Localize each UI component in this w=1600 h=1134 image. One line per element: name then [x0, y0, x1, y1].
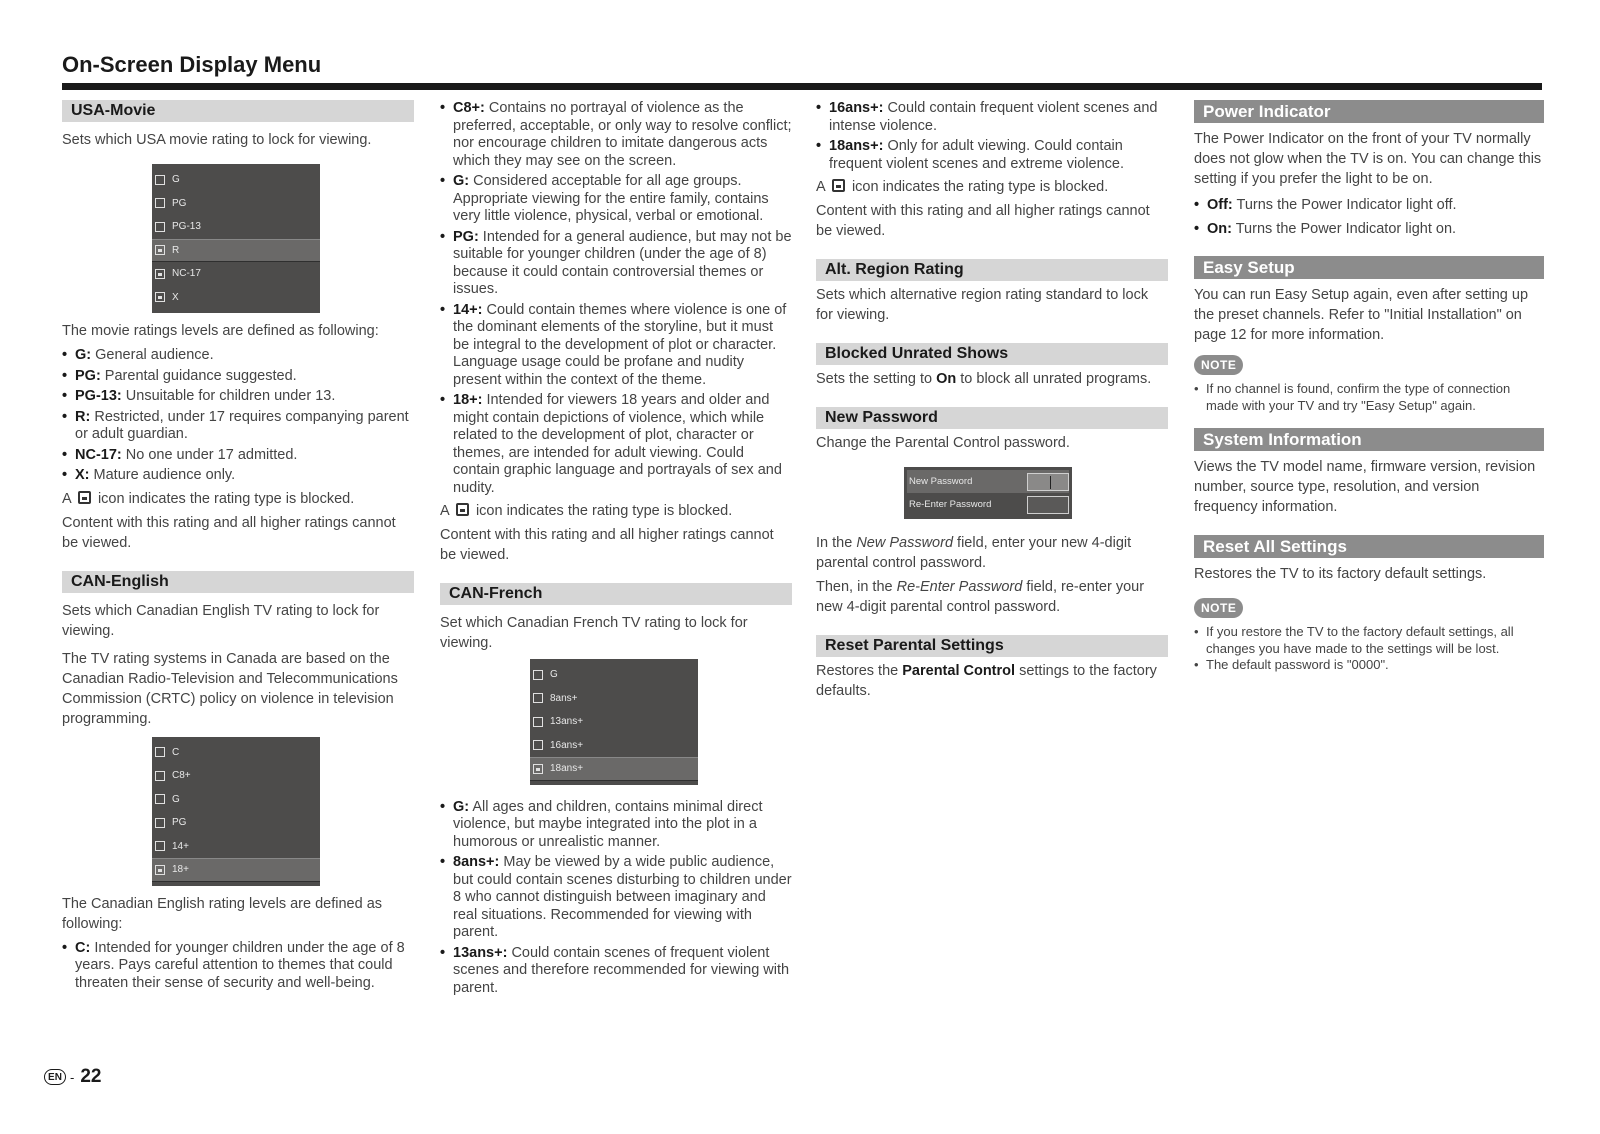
reset-parental-heading: Reset Parental Settings: [816, 635, 1168, 657]
can-english-ratings-list-a: [62, 940, 414, 993]
osd-row-label: NC-17: [172, 268, 201, 280]
checkbox-icon: [155, 818, 165, 828]
new-password-instructions-1: In the New Password field, enter your new 4-digit parental control password.: [816, 535, 1132, 571]
osd-row[interactable]: [152, 741, 320, 765]
lock-icon: [78, 491, 91, 504]
column-4: [1194, 100, 1544, 674]
list-item: • 16ans+: Could contain frequent violent scenes and intense violence.: [816, 100, 1168, 135]
osd-row-selected[interactable]: [152, 239, 320, 263]
osd-row[interactable]: [530, 687, 698, 711]
page-title: On-Screen Display Menu: [62, 52, 322, 77]
lock-checkbox-icon: [533, 764, 543, 774]
osd-row-label: X: [172, 291, 179, 303]
can-french-heading: CAN-French: [440, 583, 792, 605]
osd-row[interactable]: [152, 262, 320, 286]
can-english-heading: CAN-English: [62, 571, 414, 593]
new-password-field[interactable]: [1027, 473, 1069, 491]
usa-movie-heading: USA-Movie: [62, 100, 414, 122]
osd-row-label: 16ans+: [550, 739, 584, 751]
list-item: • 18ans+: Only for adult viewing. Could contain frequent violent scenes and extreme violence.: [816, 138, 1168, 173]
checkbox-icon: [155, 222, 165, 232]
checkbox-icon: [533, 693, 543, 703]
can-french-icon-note: A icon indicates the rating type is blocked.: [816, 179, 1109, 195]
list-item: • PG: Parental guidance suggested.: [62, 368, 414, 386]
new-password-row[interactable]: [907, 470, 1069, 493]
list-item: • 18+: Intended for viewers 18 years and older and might contain depictions of violence, which while related to the development of plot, character or themes, are intended for adult viewing. Could contain graphic language and portrayals of sex and nudity.: [440, 392, 792, 497]
note-badge: NOTE: [1194, 355, 1243, 375]
lock-checkbox-icon: [155, 269, 165, 279]
list-item: • 13ans+: Could contain scenes of frequent violent scenes and therefore recommended for viewing with parent.: [440, 945, 792, 998]
osd-row-label: C8+: [172, 770, 191, 782]
reset-parental-body: Restores the Parental Control settings to the factory defaults.: [816, 663, 1157, 699]
reset-all-notes: [1194, 624, 1544, 674]
osd-row[interactable]: [152, 192, 320, 216]
power-indicator-body: The Power Indicator on the front of your TV normally does not glow when the TV is on. You can change this setting if you prefer the light to be on.: [1194, 131, 1542, 187]
checkbox-icon: [155, 747, 165, 757]
checkbox-icon: [155, 771, 165, 781]
usa-movie-icon-note: A icon indicates the rating type is blocked.: [62, 490, 355, 507]
column-1: [62, 100, 414, 995]
title-rule: [62, 83, 1542, 90]
easy-setup-heading: Easy Setup: [1194, 256, 1544, 279]
osd-row-label: G: [172, 174, 180, 186]
checkbox-icon: [533, 740, 543, 750]
power-indicator-heading: Power Indicator: [1194, 100, 1544, 123]
can-english-ratings-list-b: [440, 100, 792, 497]
can-english-para: The TV rating systems in Canada are based on the Canadian Radio-Television and Telecommunications Commission (CRTC) policy on violence in television programming.: [62, 650, 398, 727]
page-number: 22: [80, 1066, 102, 1087]
list-item: • R: Restricted, under 17 requires companying parent or adult guardian.: [62, 409, 414, 444]
can-french-ratings-list-a: [440, 799, 792, 998]
list-item: • C8+: Contains no portrayal of violence as the preferred, acceptable, or only way to resolve conflict; nor encourage children to imitate dangerous acts which they may see on the screen.: [440, 100, 792, 170]
osd-row-label: C: [172, 746, 180, 758]
usa-movie-content-note: Content with this rating and all higher ratings cannot be viewed.: [62, 514, 396, 551]
osd-row[interactable]: [530, 663, 698, 687]
list-item: • NC-17: No one under 17 admitted.: [62, 447, 414, 465]
checkbox-icon: [155, 794, 165, 804]
list-item: • 14+: Could contain themes where violence is one of the dominant elements of the storyline, but it must be integral to the development of plot or character. Language usage could be profane and nudity present within the context of the theme.: [440, 302, 792, 390]
osd-row[interactable]: [530, 710, 698, 734]
osd-row-label: 18+: [172, 864, 189, 876]
list-item: • 8ans+: May be viewed by a wide public audience, but could contain scenes disturbing to children under 8 who cannot distinguish between imaginary and real situations. Recommended for viewing with parent.: [440, 854, 792, 942]
checkbox-icon: [155, 841, 165, 851]
note-item: • If no channel is found, confirm the type of connection made with your TV and try "Easy Setup" again.: [1194, 381, 1544, 414]
can-english-menu: [152, 737, 320, 886]
osd-row-label: 18ans+: [550, 763, 584, 775]
osd-row[interactable]: [152, 788, 320, 812]
usa-movie-intro: Sets which USA movie rating to lock for viewing.: [62, 132, 372, 148]
osd-row-label: R: [172, 244, 180, 256]
list-item: • G: All ages and children, contains minimal direct violence, but maybe integrated into the plot in a humorous or unrealistic manner.: [440, 799, 792, 852]
new-password-label: New Password: [909, 476, 973, 487]
lock-checkbox-icon: [155, 245, 165, 255]
note-item: • The default password is "0000".: [1194, 657, 1544, 674]
list-item: • C: Intended for younger children under the age of 8 years. Pays careful attention to themes that could threaten their sense of security and well-being.: [62, 940, 414, 993]
osd-row[interactable]: [152, 215, 320, 239]
easy-setup-notes: [1194, 381, 1544, 414]
system-info-body: Views the TV model name, firmware version, revision number, source type, resolution, and version frequency information.: [1194, 459, 1536, 515]
lock-icon: [832, 179, 845, 192]
password-dialog: [904, 467, 1072, 519]
blocked-unrated-body: Sets the setting to On to block all unrated programs.: [816, 371, 1152, 387]
can-english-content-note: Content with this rating and all higher ratings cannot be viewed.: [440, 527, 774, 563]
column-2: [440, 100, 792, 1000]
alt-region-body: Sets which alternative region rating standard to lock for viewing.: [816, 287, 1149, 323]
osd-row-label: PG-13: [172, 221, 201, 233]
osd-row-label: PG: [172, 197, 187, 209]
new-password-body: Change the Parental Control password.: [816, 435, 1070, 451]
osd-row[interactable]: [152, 835, 320, 859]
can-french-menu: [530, 659, 698, 785]
page-footer: [44, 1066, 101, 1088]
reenter-password-field[interactable]: [1027, 496, 1069, 514]
can-french-intro: Set which Canadian French TV rating to lock for viewing.: [440, 615, 748, 651]
checkbox-icon: [155, 175, 165, 185]
list-item: • On: Turns the Power Indicator light on.: [1194, 221, 1544, 239]
osd-row-label: G: [550, 669, 558, 681]
can-french-ratings-list-b: [816, 100, 1168, 173]
new-password-heading: New Password: [816, 407, 1168, 429]
list-item: • G: Considered acceptable for all age groups. Appropriate viewing for the entire family, contains very little violence, physical, verbal or emotional.: [440, 173, 792, 226]
osd-row[interactable]: [530, 734, 698, 758]
usa-movie-ratings-list: [62, 347, 414, 485]
checkbox-icon: [155, 198, 165, 208]
osd-row[interactable]: [152, 764, 320, 788]
usa-movie-menu: [152, 164, 320, 313]
osd-row-label: PG: [172, 817, 187, 829]
list-item: • PG-13: Unsuitable for children under 13.: [62, 388, 414, 406]
lock-checkbox-icon: [155, 865, 165, 875]
can-english-defined: The Canadian English rating levels are defined as following:: [62, 895, 383, 932]
checkbox-icon: [533, 717, 543, 727]
lock-checkbox-icon: [155, 292, 165, 302]
osd-row-label: G: [172, 793, 180, 805]
osd-row-selected[interactable]: [530, 757, 698, 781]
system-info-heading: System Information: [1194, 428, 1544, 451]
blocked-unrated-heading: Blocked Unrated Shows: [816, 343, 1168, 365]
reset-all-heading: Reset All Settings: [1194, 535, 1544, 558]
reenter-password-row[interactable]: [907, 493, 1069, 516]
osd-row-label: 13ans+: [550, 716, 584, 728]
osd-row-label: 8ans+: [550, 692, 578, 704]
new-password-instructions-2: Then, in the Re-Enter Password field, re-enter your new 4-digit parental control password.: [816, 579, 1145, 615]
osd-row-label: 14+: [172, 840, 189, 852]
reset-all-body: Restores the TV to its factory default settings.: [1194, 566, 1487, 582]
lock-icon: [456, 503, 469, 516]
page-dash: -: [70, 1069, 75, 1085]
can-english-icon-note: A icon indicates the rating type is blocked.: [440, 503, 733, 519]
list-item: • G: General audience.: [62, 347, 414, 365]
can-english-intro: Sets which Canadian English TV rating to lock for viewing.: [62, 602, 380, 639]
power-indicator-list: [1194, 197, 1544, 238]
osd-row[interactable]: [152, 168, 320, 192]
column-3: [816, 100, 1168, 701]
usa-movie-defined: The movie ratings levels are defined as following:: [62, 323, 379, 339]
alt-region-heading: Alt. Region Rating: [816, 259, 1168, 281]
list-item: • X: Mature audience only.: [62, 467, 414, 485]
checkbox-icon: [533, 670, 543, 680]
easy-setup-body: You can run Easy Setup again, even after setting up the preset channels. Refer to "Initial Installation" on page 12 for more information.: [1194, 287, 1529, 343]
note-badge: NOTE: [1194, 598, 1243, 618]
reenter-password-label: Re-Enter Password: [909, 499, 992, 510]
list-item: • PG: Intended for a general audience, but may not be suitable for younger children (under the age of 8) because it could contain controversial themes or issues.: [440, 229, 792, 299]
note-item: • If you restore the TV to the factory default settings, all changes you have made to the settings will be lost.: [1194, 624, 1544, 657]
can-french-content-note: Content with this rating and all higher ratings cannot be viewed.: [816, 203, 1150, 239]
language-badge: EN: [44, 1069, 66, 1085]
list-item: • Off: Turns the Power Indicator light off.: [1194, 197, 1544, 215]
osd-row-selected[interactable]: [152, 858, 320, 882]
osd-row[interactable]: [152, 286, 320, 310]
osd-row[interactable]: [152, 811, 320, 835]
